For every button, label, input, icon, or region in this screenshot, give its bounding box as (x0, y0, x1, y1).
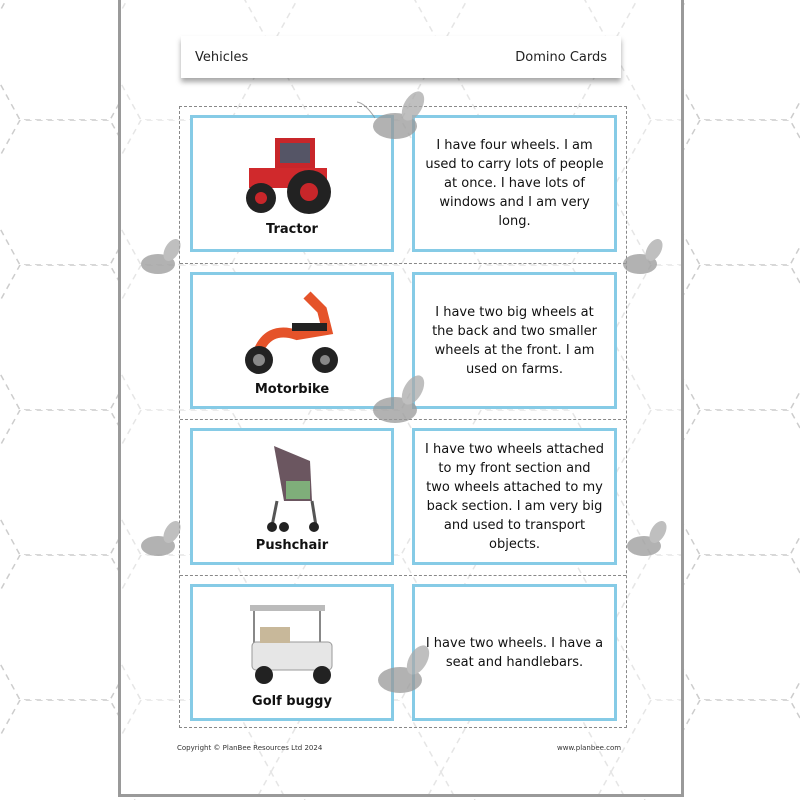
card-label: Motorbike (254, 381, 330, 397)
domino-row (180, 419, 626, 576)
card-label: Pushchair (255, 537, 329, 553)
picture-card-pushchair (190, 428, 394, 565)
clue-card: I have two big wheels at the back and two smaller wheels at the front. I am used on farms. (412, 272, 617, 409)
clue-card: I have two wheels attached to my front section and two wheels attached to my back section. I am very big and used to transport objects. (412, 428, 617, 565)
bee-icon (610, 236, 670, 281)
bee-icon (355, 88, 435, 148)
card-label: Tractor (266, 222, 318, 237)
copyright-text: Copyright © PlanBee Resources Ltd 2024 (177, 744, 323, 752)
header-topic: Vehicles (195, 49, 249, 65)
bee-icon (614, 518, 674, 563)
card-label: Golf buggy (252, 693, 332, 709)
pushchair-image (252, 441, 332, 536)
page-header (181, 36, 621, 78)
bee-icon (360, 642, 440, 702)
website-link[interactable]: www.planbee.com (557, 744, 622, 752)
golf-buggy-image (242, 597, 342, 692)
motorbike-image (237, 285, 347, 380)
bee-icon (128, 518, 188, 563)
bee-icon (355, 372, 435, 432)
tractor-image (237, 130, 347, 220)
clue-card: I have four wheels. I am used to carry lots of people at once. I have lots of windows and I am very long. (412, 115, 617, 252)
clue-card: I have two wheels. I have a seat and handlebars. (412, 584, 617, 721)
header-activity: Domino Cards (515, 49, 607, 65)
bee-icon (128, 236, 188, 281)
